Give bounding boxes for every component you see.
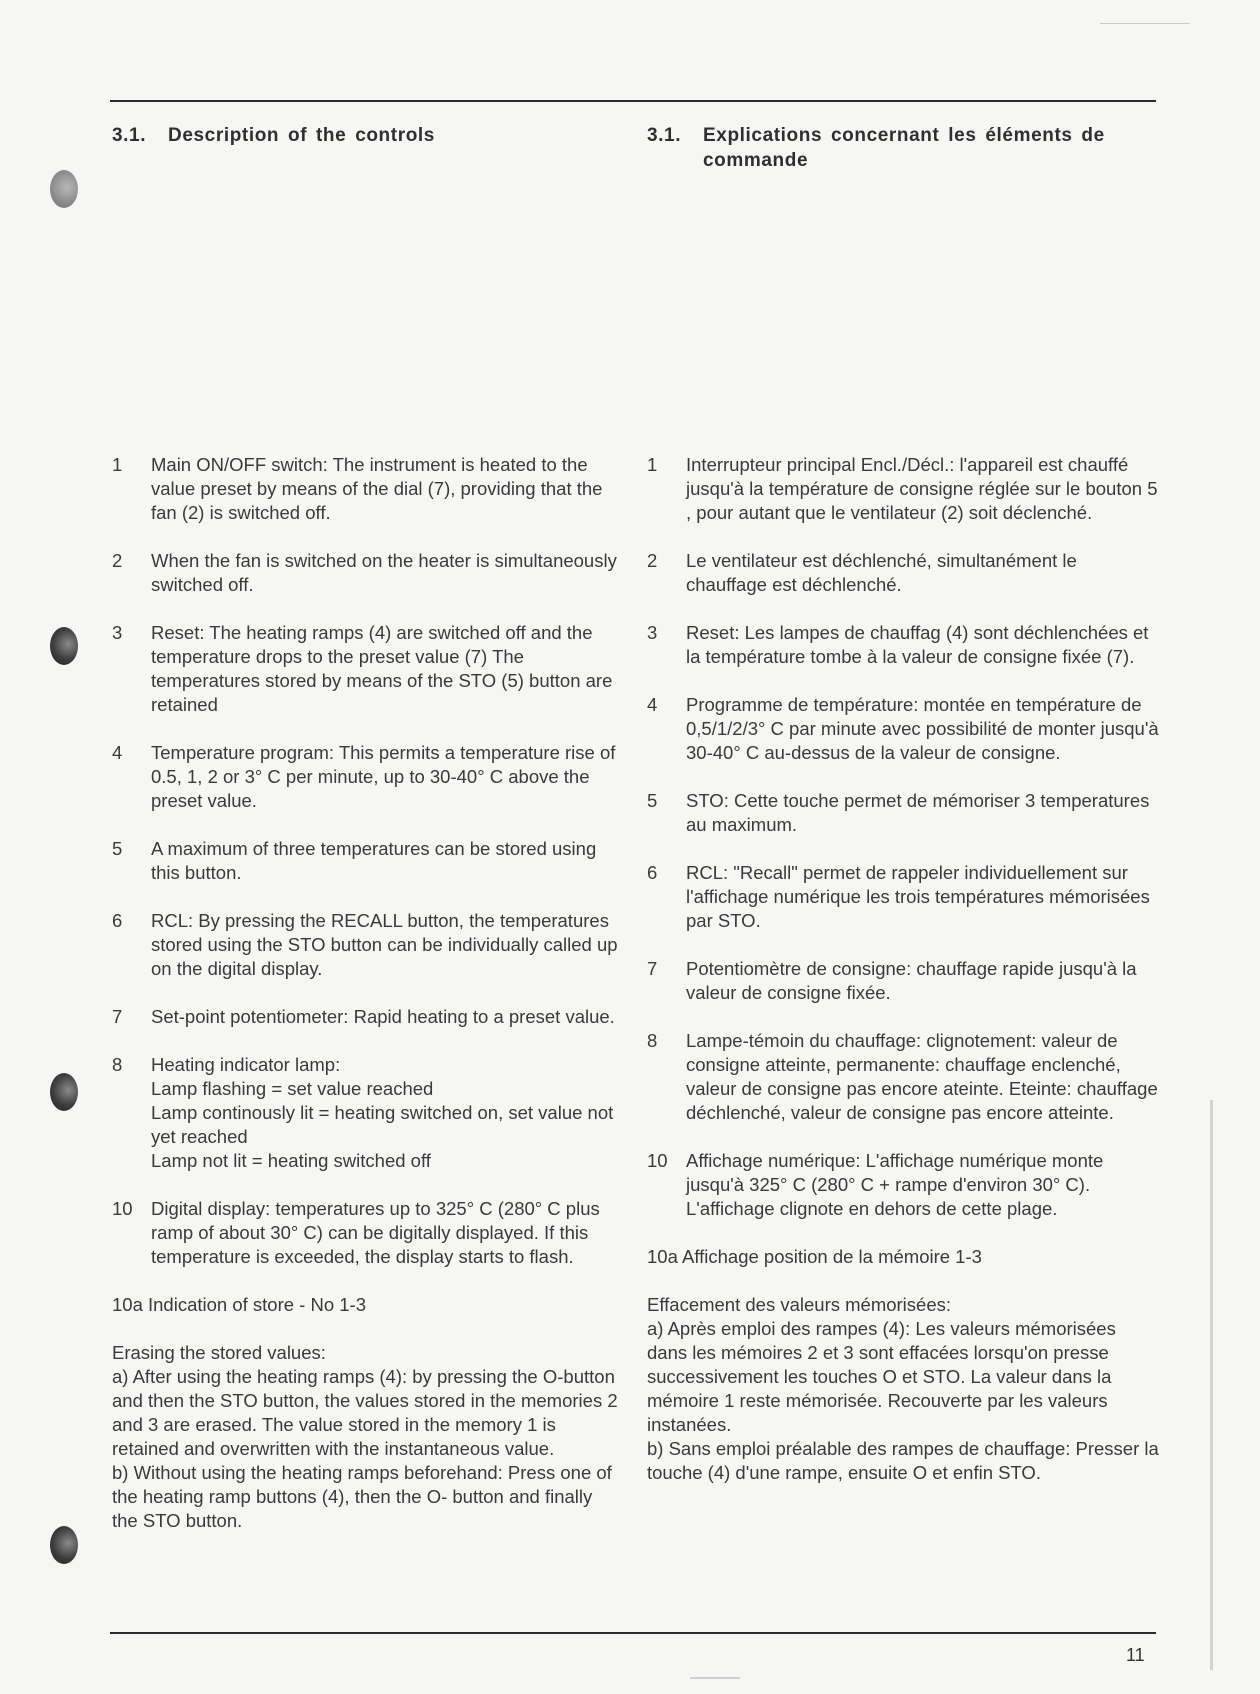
list-item [647, 957, 1159, 1005]
item-10a: 10a Affichage position de la mémoire 1-3 [647, 1246, 982, 1267]
list-item [647, 549, 1159, 597]
section-heading-en [112, 123, 622, 148]
bottom-rule [110, 1632, 1156, 1634]
section-title: Description of the controls [168, 125, 435, 146]
section-number: 3.1. [647, 125, 682, 146]
erase-b: b) Without using the heating ramps beforehand: Press one of the heating ramp buttons (4), then the O- button and finally the STO button. [112, 1462, 612, 1531]
list-item [647, 693, 1159, 765]
erase-title: Effacement des valeurs mémorisées: [647, 1294, 952, 1315]
page-number: 11 [1126, 1645, 1145, 1665]
item-number: 7 [112, 1006, 123, 1027]
item-number: 3 [112, 622, 123, 643]
item-text: Reset: Les lampes de chauffag (4) sont déchlenchées et la température tombe à la valeur de consigne fixée (7). [686, 622, 1149, 667]
item-number: 6 [647, 862, 658, 883]
item-number: 3 [647, 622, 658, 643]
list-item [647, 1149, 1159, 1221]
item-text: Interrupteur principal Encl./Décl.: l'appareil est chauffé jusqu'à la température de consigne réglée sur le bouton 5 , pour autant que le ventilateur (2) soit déclenché. [686, 454, 1158, 523]
punch-hole [50, 1073, 78, 1111]
item-text: RCL: By pressing the RECALL button, the temperatures stored using the STO button can be individually called up on the digital display. [151, 910, 618, 979]
item-text: When the fan is switched on the heater is simultaneously switched off. [151, 550, 617, 595]
item-number: 2 [112, 550, 123, 571]
erase-section-en [112, 1341, 622, 1533]
item-text: Lampe-témoin du chauffage: clignotement: valeur de consigne atteinte, permanente: chauffage enclenché, valeur de consigne pas encore ateinte. Eteinte: chauffage déchlenché, valeur de consigne pas encore atteinte. [686, 1030, 1158, 1123]
item-number: 10 [112, 1198, 133, 1219]
item-number: 6 [112, 910, 123, 931]
item-text: Le ventilateur est déchlenché, simultanément le chauffage est déchlenché. [686, 550, 1077, 595]
top-rule [110, 100, 1156, 102]
controls-list-fr [647, 453, 1159, 1485]
list-item [112, 1005, 622, 1029]
item-text [151, 1053, 622, 1173]
list-item [112, 621, 622, 717]
list-item [647, 861, 1159, 933]
item-number: 4 [112, 742, 123, 763]
erase-section-fr [647, 1293, 1159, 1485]
section-title: Explications concernant les éléments de commande [703, 125, 1105, 171]
erase-b: b) Sans emploi préalable des rampes de chauffage: Presser la touche (4) d'une rampe, ensuite O et enfin STO. [647, 1438, 1159, 1483]
punch-hole [50, 627, 78, 665]
erase-title: Erasing the stored values: [112, 1342, 326, 1363]
list-item [112, 549, 622, 597]
item-number: 2 [647, 550, 658, 571]
french-column [647, 123, 1159, 1483]
scan-artifact-bottom [690, 1677, 740, 1679]
list-item [647, 789, 1159, 837]
item-text: Set-point potentiometer: Rapid heating to a preset value. [151, 1006, 615, 1027]
item-number: 7 [647, 958, 658, 979]
item-line: Heating indicator lamp: [151, 1054, 341, 1075]
erase-a: a) Après emploi des rampes (4): Les valeurs mémorisées dans les mémoires 2 et 3 sont effacées lorsqu'on presse successivement les touches O et STO. La valeur dans la mémoire 1 reste mémorisée. Recouverte par les valeurs instanées. [647, 1318, 1116, 1435]
item-10a: 10a Indication of store - No 1-3 [112, 1294, 367, 1315]
section-number: 3.1. [112, 125, 147, 146]
item-text: Main ON/OFF switch: The instrument is heated to the value preset by means of the dial (7), providing that the fan (2) is switched off. [151, 454, 603, 523]
item-text: Programme de température: montée en température de 0,5/1/2/3° C par minute avec possibilité de monter jusqu'à 30-40° C au-dessus de la valeur de consigne. [686, 694, 1159, 763]
list-item [112, 909, 622, 981]
list-item [647, 453, 1159, 525]
item-text: RCL: "Recall" permet de rappeler individuellement sur l'affichage numérique les trois températures mémorisées par STO. [686, 862, 1150, 931]
item-number: 5 [112, 838, 123, 859]
item-text: A maximum of three temperatures can be stored using this button. [151, 838, 597, 883]
item-number: 8 [647, 1030, 658, 1051]
punch-hole [50, 170, 78, 208]
english-column [112, 123, 622, 1531]
scan-edge-artifact [1210, 1100, 1213, 1670]
controls-list-en [112, 453, 622, 1533]
punch-hole [50, 1526, 78, 1564]
item-text: Reset: The heating ramps (4) are switched off and the temperature drops to the preset value (7) The temperatures stored by means of the STO (5) button are retained [151, 622, 613, 715]
item-number: 10 [647, 1150, 668, 1171]
list-item [112, 453, 622, 525]
item-text: Temperature program: This permits a temperature rise of 0.5, 1, 2 or 3° C per minute, up to 30-40° C above the preset value. [151, 742, 616, 811]
section-heading-fr [647, 123, 1159, 173]
list-item [647, 1029, 1159, 1125]
item-number: 1 [647, 454, 658, 475]
scan-artifact-top [1100, 23, 1190, 24]
erase-a: a) After using the heating ramps (4): by pressing the O-button and then the STO button, the values stored in the memories 2 and 3 are erased. The value stored in the memory 1 is retained and overwritten with the instantaneous value. [112, 1366, 618, 1459]
list-item [112, 1197, 622, 1269]
item-number: 4 [647, 694, 658, 715]
item-text: Affichage numérique: L'affichage numérique monte jusqu'à 325° C (280° C + rampe d'environ 30° C). L'affichage clignote en dehors de cette plage. [686, 1150, 1104, 1219]
item-text: STO: Cette touche permet de mémoriser 3 temperatures au maximum. [686, 790, 1150, 835]
item-number: 8 [112, 1054, 123, 1075]
item-number: 1 [112, 454, 123, 475]
item-number: 5 [647, 790, 658, 811]
item-line: Lamp not lit = heating switched off [151, 1150, 431, 1171]
list-item [112, 837, 622, 885]
item-text: Potentiomètre de consigne: chauffage rapide jusqu'à la valeur de consigne fixée. [686, 958, 1137, 1003]
item-line: Lamp flashing = set value reached [151, 1078, 434, 1099]
item-line: Lamp continously lit = heating switched on, set value not yet reached [151, 1102, 614, 1147]
list-item [112, 1053, 622, 1173]
list-item [647, 621, 1159, 669]
item-text: Digital display: temperatures up to 325° C (280° C plus ramp of about 30° C) can be digitally displayed. If this temperature is exceeded, the display starts to flash. [151, 1198, 600, 1267]
list-item [112, 741, 622, 813]
